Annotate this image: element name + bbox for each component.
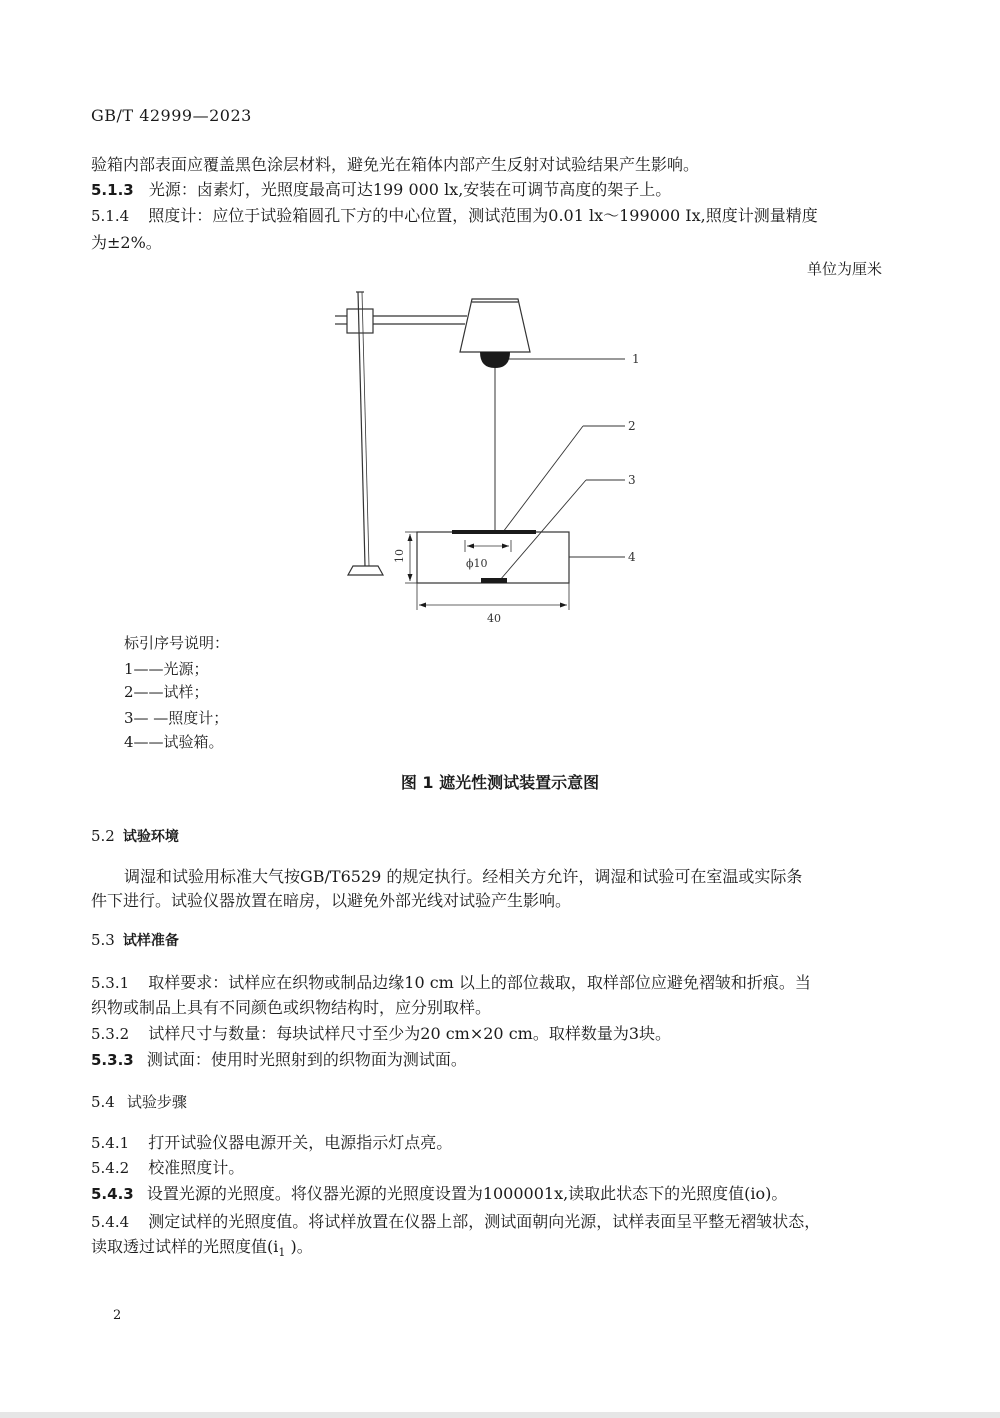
clause-text: 测试面：使用时光照射到的织物面为测试面。 <box>146 1050 467 1069</box>
clause-text: 读取透过试样的光照度值(i <box>91 1237 279 1256</box>
page-bottom-edge <box>0 1412 1000 1418</box>
stand-clamp <box>347 309 373 333</box>
clause-text-end: )。 <box>285 1237 313 1256</box>
unit-note: 单位为厘米 <box>806 260 882 278</box>
dim-width-label: 40 <box>487 612 501 625</box>
standard-code: GB/T 42999—2023 <box>91 106 252 125</box>
clause-number: 5.1.4 <box>91 207 130 225</box>
legend-item: 3— —照度计； <box>124 709 229 727</box>
arrow-head <box>560 603 567 608</box>
clause-number: 5.3.3 <box>91 1051 134 1069</box>
section-number: 5.2 <box>91 827 115 845</box>
page-number: 2 <box>113 1308 122 1323</box>
leader-2a <box>503 426 583 532</box>
clause-5-3-2 <box>91 1021 671 1047</box>
arrow-head <box>502 544 509 549</box>
clause-text: 测定试样的光照度值。将试样放置在仪器上部，测试面朝向光源，试样表面呈平整无褶皱状态， <box>148 1212 821 1231</box>
section-number: 5.3 <box>91 931 115 949</box>
clause-5-1-3 <box>91 177 671 203</box>
clause-number: 5.3.1 <box>91 974 130 992</box>
clause-5-1-4 <box>91 203 818 229</box>
lamp-bulb <box>480 352 510 368</box>
clause-number: 5.4.3 <box>91 1185 134 1203</box>
section-5-3-heading <box>91 930 179 950</box>
clause-text: 光源：卤素灯，光照度最高可达199 000 lx,安装在可调节高度的架子上。 <box>148 180 672 199</box>
section-title: 试验步骤 <box>126 1093 187 1111</box>
section-5-2-body: 调湿和试验用标准大气按GB/T6529 的规定执行。经相关方允许，调湿和试验可在室温或实际条 <box>124 867 803 886</box>
section-5-2-heading <box>91 826 179 846</box>
dim-diameter-label: ϕ10 <box>466 557 488 570</box>
section-number: 5.4 <box>91 1093 115 1111</box>
arrow-head <box>408 574 413 581</box>
clause-text: 设置光源的光照度。将仪器光源的光照度设置为1000001x,读取此状态下的光照度值(io)。 <box>146 1184 788 1203</box>
clause-number: 5.3.2 <box>91 1025 130 1043</box>
figure-caption: 图 1 遮光性测试装置示意图 <box>400 773 600 792</box>
clause-5-4-4 <box>91 1209 820 1235</box>
section-title: 试样准备 <box>122 933 179 949</box>
legend-item: 4——试验箱。 <box>124 733 224 751</box>
test-box <box>417 532 569 583</box>
callout-3: 3 <box>628 473 636 487</box>
legend-item: 1——光源； <box>124 660 209 678</box>
clause-5-1-4-continued: 为±2%。 <box>91 233 162 252</box>
clause-5-3-1 <box>91 970 811 996</box>
legend-item: 2——试样； <box>124 683 209 701</box>
callout-2: 2 <box>628 419 636 433</box>
clause-text: 校准照度计。 <box>148 1158 245 1177</box>
section-5-4-heading <box>91 1091 187 1112</box>
clause-number: 5.4.2 <box>91 1159 130 1177</box>
clause-number: 5.4.1 <box>91 1134 130 1152</box>
light-meter <box>481 578 507 583</box>
specimen <box>452 530 536 534</box>
clause-5-3-1-continued: 织物或制品上具有不同颜色或织物结构时，应分别取样。 <box>91 998 492 1017</box>
arrow-head <box>408 534 413 541</box>
clause-5-4-2 <box>91 1155 244 1181</box>
clause-text: 照度计：应位于试验箱圆孔下方的中心位置，测试范围为0.01 lx～199000 Ix,照度计测量精度 <box>148 206 818 225</box>
lamp-shade <box>460 299 530 352</box>
test-apparatus-diagram <box>325 285 655 630</box>
clause-text: 试样尺寸与数量：每块试样尺寸至少为20 cm×20 cm。取样数量为3块。 <box>148 1024 672 1043</box>
callout-4: 4 <box>628 550 636 564</box>
legend-title: 标引序号说明： <box>124 634 230 652</box>
arrow-head <box>419 603 426 608</box>
section-title: 试验环境 <box>122 829 179 845</box>
dim-height-label: 10 <box>393 549 406 563</box>
section-5-2-body-continued: 件下进行。试验仪器放置在暗房，以避免外部光线对试验产生影响。 <box>91 891 572 910</box>
subscript: 1 <box>278 1246 286 1260</box>
clause-5-4-1 <box>91 1130 452 1156</box>
callout-1: 1 <box>632 352 640 366</box>
clause-text: 取样要求：试样应在织物或制品边缘10 cm 以上的部位裁取，取样部位应避免褶皱和折痕。当 <box>148 973 811 992</box>
arrow-head <box>467 544 474 549</box>
stand-base <box>348 566 383 575</box>
clause-5-3-3 <box>91 1047 467 1073</box>
clause-5-4-4-continued <box>91 1234 313 1266</box>
clause-number: 5.1.3 <box>91 181 134 199</box>
clause-text: 打开试验仪器电源开关，电源指示灯点亮。 <box>148 1133 453 1152</box>
clause-number: 5.4.4 <box>91 1213 130 1231</box>
paragraph-test-box: 验箱内部表面应覆盖黑色涂层材料，避免光在箱体内部产生反射对试验结果产生影响。 <box>91 155 700 174</box>
clause-5-4-3 <box>91 1181 787 1207</box>
